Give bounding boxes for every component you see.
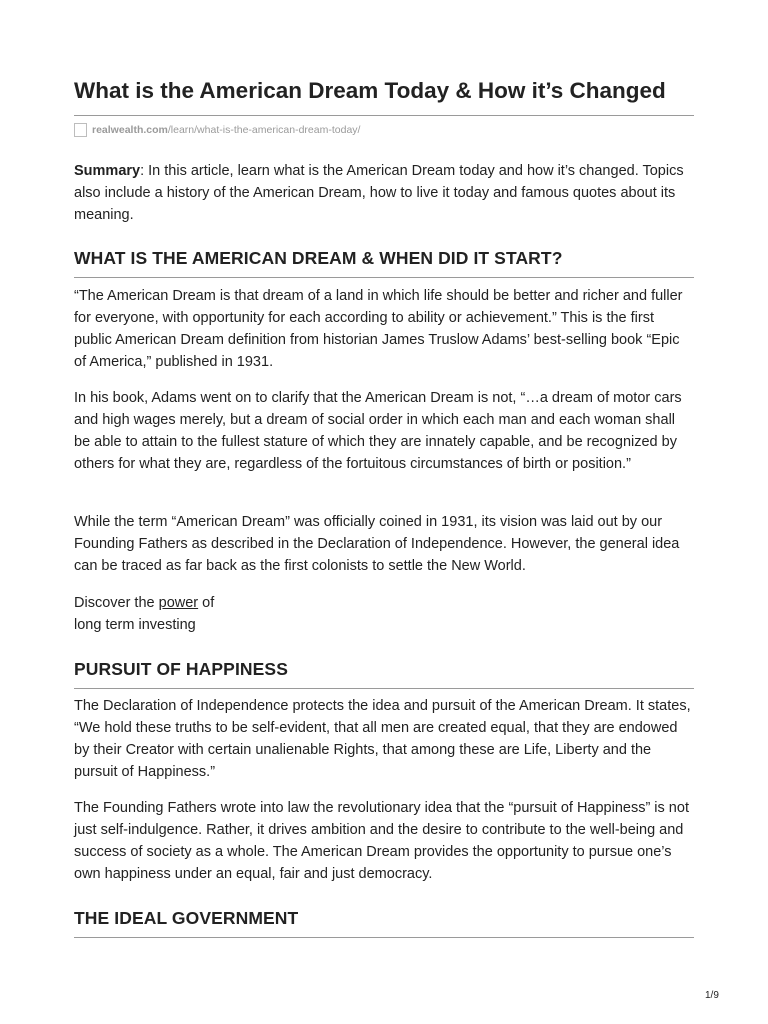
callout-text-before: Discover the	[74, 595, 159, 611]
section-heading-american-dream-start: WHAT IS THE AMERICAN DREAM & WHEN DID IT START?	[74, 248, 563, 268]
investing-callout	[74, 592, 694, 636]
section-divider	[74, 277, 694, 278]
page-link-icon	[74, 123, 87, 137]
source-url-host: realwealth.com	[92, 124, 168, 136]
section1-paragraph-1: “The American Dream is that dream of a land in which life should be better and richer and fuller for everyone, with opportunity for each according to ability or achievement.” This is the first public American Dream definition from historian James Truslow Adams’ best-selling book “Epic of America,” published in 1931.	[74, 288, 683, 370]
source-url-link[interactable]	[92, 124, 360, 136]
summary-text: : In this article, learn what is the American Dream today and how it’s changed. Topics also include a history of the American Dream, how to live it today and famous quotes about its meaning.	[74, 163, 684, 223]
source-url-row	[74, 121, 360, 139]
section-divider	[74, 688, 694, 689]
section-divider	[74, 937, 694, 938]
page-title: What is the American Dream Today & How it’s Changed	[74, 78, 666, 103]
section1-paragraph-2: In his book, Adams went on to clarify that the American Dream is not, “…a dream of motor cars and high wages merely, but a dream of social order in which each man and each woman shall be able to attain to the fullest stature of which they are innately capable, and be recognized by others for what they are, regardless of the fortuitous circumstances of birth or position.”	[74, 390, 682, 472]
callout-text-after: of	[198, 595, 215, 611]
section2-paragraph-2: The Founding Fathers wrote into law the revolutionary idea that the “pursuit of Happiness” is not just self-indulgence. Rather, it drives ambition and the desire to contribute to the well-being and success of society as a whole. The American Dream provides the opportunity to pursue one’s own happiness under an equal, fair and just democracy.	[74, 800, 689, 882]
title-divider	[74, 115, 694, 116]
summary-paragraph	[74, 160, 694, 226]
section2-paragraph-1: The Declaration of Independence protects the idea and pursuit of the American Dream. It states, “We hold these truths to be self-evident, that all men are created equal, that they are endowed by their Creator with certain unalienable Rights, that among these are Life, Liberty and the pursuit of Happiness.”	[74, 698, 691, 780]
power-link[interactable]: power	[158, 595, 199, 611]
page-number: 1/9	[705, 990, 719, 1001]
source-url-path: /learn/what-is-the-american-dream-today/	[167, 124, 361, 136]
section-heading-pursuit-of-happiness: PURSUIT OF HAPPINESS	[74, 659, 288, 679]
section-heading-ideal-government: THE IDEAL GOVERNMENT	[74, 908, 299, 928]
summary-label: Summary	[74, 163, 141, 179]
section1-paragraph-3: While the term “American Dream” was officially coined in 1931, its vision was laid out by our Founding Fathers as described in the Declaration of Independence. However, the general idea can be traced as far back as the first colonists to settle the New World.	[74, 514, 680, 574]
callout-text-line2: long term investing	[74, 617, 196, 633]
